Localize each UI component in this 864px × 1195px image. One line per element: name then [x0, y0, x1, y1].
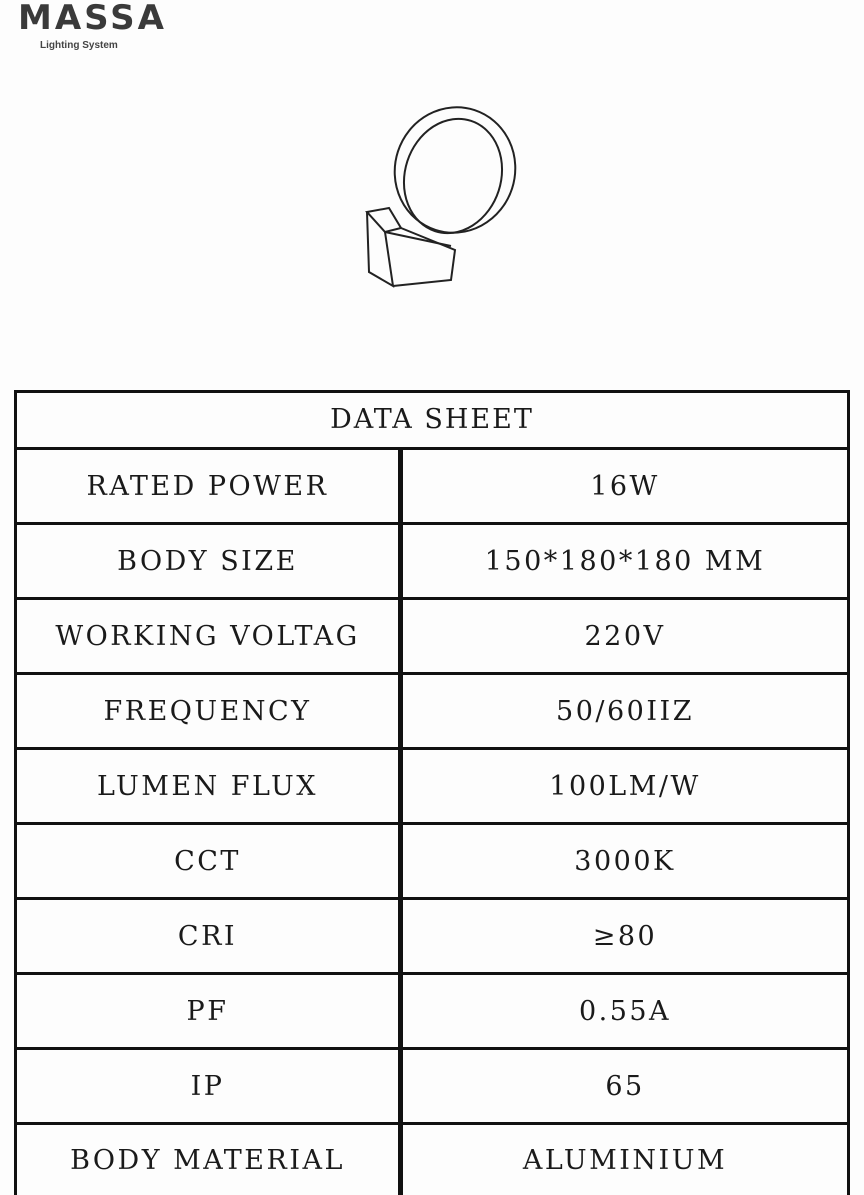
data-sheet-rows — [17, 450, 847, 1195]
spec-label: CRI — [17, 900, 403, 972]
spec-label: PF — [17, 975, 403, 1047]
product-drawing — [355, 100, 535, 300]
spec-value: 65 — [605, 1070, 645, 1102]
wall-lamp-ring-icon — [355, 100, 535, 300]
spec-label: WORKING VOLTAG — [17, 600, 403, 672]
table-row — [17, 750, 847, 825]
spec-value: 16W — [590, 470, 660, 502]
spec-value: 3000K — [574, 845, 676, 877]
table-row — [17, 1125, 847, 1195]
table-row — [17, 525, 847, 600]
spec-label: BODY MATERIAL — [17, 1125, 403, 1195]
spec-value: 150*180*180 MM — [484, 545, 766, 577]
brand-logo — [18, 0, 218, 51]
spec-value: 220V — [584, 620, 666, 652]
spec-label: CCT — [17, 825, 403, 897]
data-sheet-table — [14, 390, 850, 1195]
spec-label: LUMEN FLUX — [17, 750, 403, 822]
table-row — [17, 675, 847, 750]
brand-tagline: Lighting System — [40, 40, 118, 51]
table-row — [17, 1050, 847, 1125]
table-row — [17, 450, 847, 525]
spec-value: 50/60IIZ — [556, 695, 694, 727]
table-row — [17, 975, 847, 1050]
spec-label: BODY SIZE — [17, 525, 403, 597]
spec-value: 0.55A — [578, 995, 672, 1027]
spec-label: RATED POWER — [17, 450, 403, 522]
spec-label: FREQUENCY — [17, 675, 403, 747]
table-row — [17, 600, 847, 675]
spec-value: ALUMINIUM — [522, 1144, 728, 1176]
table-row — [17, 825, 847, 900]
spec-value: 100LM/W — [549, 770, 701, 802]
spec-value: ≥80 — [592, 920, 658, 952]
spec-label: IP — [17, 1050, 403, 1122]
brand-name: MASSA — [18, 0, 167, 38]
data-sheet-title: DATA SHEET — [17, 393, 847, 450]
table-row — [17, 900, 847, 975]
